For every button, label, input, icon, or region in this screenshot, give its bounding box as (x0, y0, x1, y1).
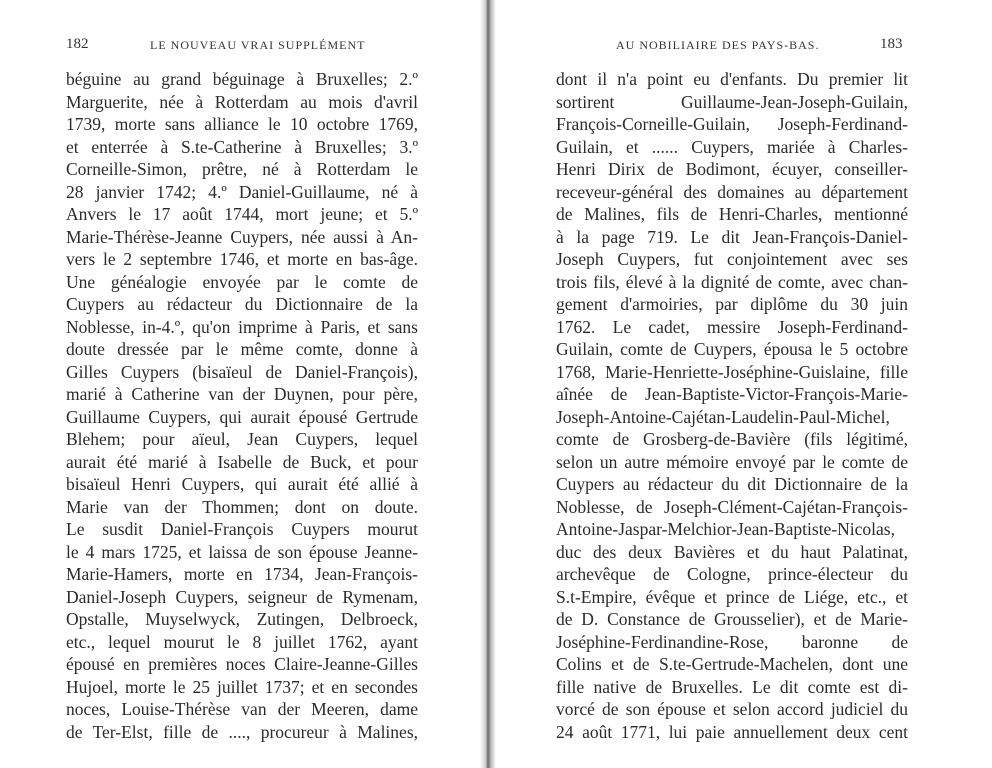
text-line: aînée de Jean-Baptiste-Victor-François-Marie- (556, 384, 908, 404)
text-line: Noblesse, in-4.º, qu'on imprime à Paris, et sans (66, 316, 418, 337)
text-line: receveur-général des domaines au département (556, 181, 908, 202)
text-line: Opstalle, Muyselwyck, Zutingen, Delbroeck, (66, 609, 418, 629)
text-line: François-Corneille-Guilain, Joseph-Ferdinand- (556, 114, 908, 134)
text-line: Hujoel, morte le 25 juillet 1737; et en secondes (66, 676, 418, 697)
text-line: gement d'armoiries, par diplôme du 30 juin (556, 294, 908, 314)
text-line: Marie-Thérèse-Jeanne Cuypers, née aussi à An- (66, 226, 418, 247)
text-line: Colins et de S.te-Gertrude-Machelen, dont une (556, 654, 908, 674)
text-line: Noblesse, de Joseph-Clément-Cajétan-François- (556, 496, 908, 517)
page-body (556, 68, 908, 743)
text-line: Henri Dirix de Bodimont, écuyer, conseiller- (556, 159, 908, 179)
text-line: Blehem; pour aïeul, Jean Cuypers, lequel (66, 429, 418, 449)
text-line: aurait été marié à Isabelle de Buck, et pour (66, 451, 418, 472)
page-body (66, 68, 418, 743)
text-line: bisaïeul Henri Cuypers, qui aurait été allié à (66, 474, 418, 494)
text-line: archevêque de Cologne, prince-électeur du (556, 564, 908, 584)
text-line: Corneille-Simon, prêtre, né à Rotterdam le (66, 159, 418, 179)
text-line: Joséphine-Ferdinandine-Rose, baronne de (556, 631, 908, 652)
text-line: S.t-Empire, évêque et prince de Liége, etc., et (556, 586, 908, 607)
running-head: AU NOBILIAIRE DES PAYS-BAS. (616, 38, 820, 52)
text-line: fille native de Bruxelles. Le dit comte est di- (556, 676, 908, 697)
text-line: etc., lequel mourut le 8 juillet 1762, ayant (66, 631, 418, 652)
text-line: 24 août 1771, lui paie annuellement deux cent (556, 721, 908, 742)
text-line: Daniel-Joseph Cuypers, seigneur de Rymenam, (66, 586, 418, 607)
text-line: Anvers le 17 août 1744, mort jeune; et 5.º (66, 204, 418, 224)
text-line: Cuypers au rédacteur du dit Dictionnaire de la (556, 474, 908, 494)
text-line: Une généalogie envoyée par le comte de (66, 271, 418, 292)
text-line: vers le 2 septembre 1746, et morte en bas-âge. (66, 249, 418, 269)
text-line: 1739, morte sans alliance le 10 octobre 1769, (66, 114, 418, 134)
text-line: Guilain, comte de Cuypers, épousa le 5 octobre (556, 339, 908, 359)
right-page (496, 0, 992, 768)
text-line: trois fils, élevé à la dignité de comte, avec chan- (556, 271, 908, 292)
text-line: béguine au grand béguinage à Bruxelles; 2.º (66, 69, 418, 89)
text-line: de D. Constance de Grousselier), et de Marie- (556, 609, 908, 629)
text-line: Marguerite, née à Rotterdam au mois d'avril (66, 91, 418, 112)
text-line: Le susdit Daniel-François Cuypers mourut (66, 519, 418, 539)
text-line: Marie-Hamers, morte en 1734, Jean-François- (66, 564, 418, 584)
text-line: selon un autre mémoire envoyé par le comte de (556, 451, 908, 472)
text-line: Marie van der Thommen; dont on doute. (66, 496, 418, 517)
text-line: Antoine-Jaspar-Melchior-Jean-Baptiste-Nicolas, (556, 519, 895, 539)
book-gutter (480, 0, 496, 768)
text-line: marié à Catherine van der Duynen, pour père, (66, 384, 418, 404)
page-number: 182 (66, 36, 89, 52)
text-line: Guillaume Cuypers, qui aurait épousé Gertrude (66, 406, 418, 427)
text-line: Cuypers au rédacteur du Dictionnaire de la (66, 294, 418, 314)
text-line: vorcé de son épouse et selon accord judiciel du (556, 699, 908, 719)
text-line: noces, Louise-Thérèse van der Meeren, dame (66, 699, 418, 719)
text-line: de Malines, fils de Henri-Charles, mentionné (556, 204, 908, 224)
page-number: 183 (880, 36, 903, 52)
text-line: Joseph-Antoine-Cajétan-Laudelin-Paul-Michel, (556, 406, 890, 427)
text-line: à la page 719. Le dit Jean-François-Daniel- (556, 226, 908, 247)
text-line: Gilles Cuypers (bisaïeul de Daniel-François), (66, 361, 418, 382)
text-line: dont il n'a point eu d'enfants. Du premier lit (556, 69, 908, 89)
text-line: duc des deux Bavières et du haut Palatinat, (556, 541, 908, 562)
text-line: Guilain, et ...... Cuypers, mariée à Charles- (556, 136, 908, 157)
text-line: et enterrée à S.te-Catherine à Bruxelles; 3.º (66, 136, 418, 157)
text-line: le 4 mars 1725, et laissa de son épouse Jeanne- (66, 541, 418, 562)
text-line: Joseph Cuypers, fut conjointement avec ses (556, 249, 908, 269)
running-head: LE NOUVEAU VRAI SUPPLÉMENT (150, 38, 366, 52)
text-line: doute dressée par le même comte, donne à (66, 339, 418, 359)
text-line: sortirent Guillaume-Jean-Joseph-Guilain, (556, 91, 908, 112)
text-line: comte de Grosberg-de-Bavière (fils légitimé, (556, 429, 908, 449)
left-page (0, 0, 484, 768)
text-line: épousé en premières noces Claire-Jeanne-Gilles (66, 654, 418, 674)
text-line: 28 janvier 1742; 4.º Daniel-Guillaume, né à (66, 181, 418, 202)
text-line: 1768, Marie-Henriette-Joséphine-Guislaine, fille (556, 361, 908, 382)
text-line: de Ter-Elst, fille de ...., procureur à Malines, (66, 721, 418, 742)
text-line: 1762. Le cadet, messire Joseph-Ferdinand- (556, 316, 908, 337)
